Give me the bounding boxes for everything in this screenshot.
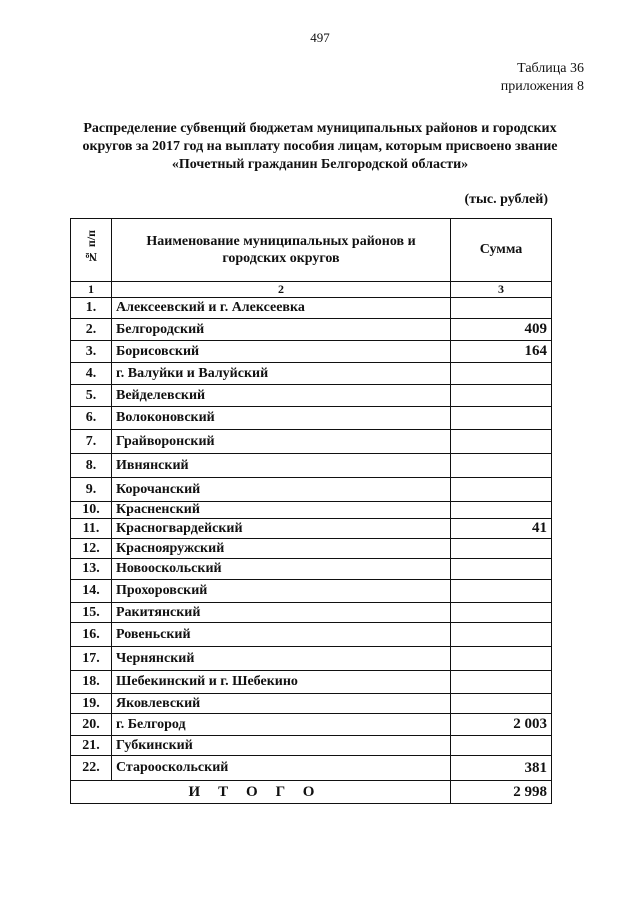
row-district-name: Краснояружский	[112, 539, 451, 559]
row-sum: 409	[451, 319, 552, 341]
page-number: 497	[310, 30, 330, 45]
table-row	[71, 647, 552, 671]
table-ref-line1: Таблица 36	[517, 61, 584, 76]
row-district-name: Старооскольский	[112, 756, 451, 781]
row-number: 1.	[71, 298, 112, 319]
row-sum	[451, 478, 552, 502]
row-number: 19.	[71, 694, 112, 714]
row-number: 15.	[71, 603, 112, 623]
total-label: ИТОГО	[71, 781, 451, 804]
row-sum: 381	[451, 756, 552, 781]
total-sum: 2 998	[451, 781, 552, 804]
row-district-name: Вейделевский	[112, 385, 451, 407]
row-number: 18.	[71, 671, 112, 694]
table-ref-line2: приложения 8	[500, 79, 584, 94]
table-row	[71, 478, 552, 502]
row-sum	[451, 694, 552, 714]
row-sum	[451, 539, 552, 559]
table-row	[71, 623, 552, 647]
row-number: 5.	[71, 385, 112, 407]
table-row	[71, 559, 552, 580]
row-sum	[451, 603, 552, 623]
row-district-name: Алексеевский и г. Алексеевка	[112, 298, 451, 319]
table-body	[71, 298, 552, 781]
row-sum	[451, 407, 552, 430]
row-sum	[451, 623, 552, 647]
row-number: 3.	[71, 341, 112, 363]
row-district-name: Красногвардейский	[112, 519, 451, 539]
row-district-name: Волоконовский	[112, 407, 451, 430]
row-number: 11.	[71, 519, 112, 539]
row-number: 17.	[71, 647, 112, 671]
table-header-row	[71, 219, 552, 282]
row-sum: 41	[451, 519, 552, 539]
table-row	[71, 502, 552, 519]
header-number-label: № п/п	[83, 230, 98, 265]
row-district-name: Шебекинский и г. Шебекино	[112, 671, 451, 694]
table-row	[71, 694, 552, 714]
row-district-name: Губкинский	[112, 736, 451, 756]
row-district-name: Новооскольский	[112, 559, 451, 580]
table-row	[71, 341, 552, 363]
row-district-name: Грайворонский	[112, 430, 451, 454]
row-sum: 164	[451, 341, 552, 363]
table-row	[71, 580, 552, 603]
subvention-table	[70, 218, 552, 804]
row-sum	[451, 671, 552, 694]
row-sum: 2 003	[451, 714, 552, 736]
table-row	[71, 454, 552, 478]
row-number: 2.	[71, 319, 112, 341]
table-row	[71, 603, 552, 623]
column-index: 3	[451, 282, 552, 298]
table-row	[71, 430, 552, 454]
row-number: 8.	[71, 454, 112, 478]
table-row	[71, 385, 552, 407]
table-row	[71, 298, 552, 319]
row-district-name: Красненский	[112, 502, 451, 519]
total-row	[71, 781, 552, 804]
table-row	[71, 519, 552, 539]
row-number: 20.	[71, 714, 112, 736]
row-district-name: Корочанский	[112, 478, 451, 502]
row-sum	[451, 363, 552, 385]
column-index: 1	[71, 282, 112, 298]
row-number: 22.	[71, 756, 112, 781]
row-sum	[451, 454, 552, 478]
row-sum	[451, 559, 552, 580]
column-index-row	[71, 282, 552, 298]
header-sum: Сумма	[451, 219, 552, 282]
table-row	[71, 539, 552, 559]
row-district-name: г. Валуйки и Валуйский	[112, 363, 451, 385]
header-number	[71, 219, 112, 282]
table-row	[71, 714, 552, 736]
table-row	[71, 671, 552, 694]
row-number: 4.	[71, 363, 112, 385]
row-number: 7.	[71, 430, 112, 454]
table-row	[71, 756, 552, 781]
row-sum	[451, 298, 552, 319]
document-title: Распределение субвенций бюджетам муниципальных районов и городских округов за 2017 год на выплату пособия лицам, которым присвоено звание «Почетный гражданин Белгородской области»	[82, 121, 558, 172]
row-number: 10.	[71, 502, 112, 519]
table-row	[71, 736, 552, 756]
row-number: 21.	[71, 736, 112, 756]
table-row	[71, 407, 552, 430]
row-number: 12.	[71, 539, 112, 559]
row-district-name: Яковлевский	[112, 694, 451, 714]
units-label: (тыс. рублей)	[464, 192, 548, 207]
row-district-name: Белгородский	[112, 319, 451, 341]
row-sum	[451, 385, 552, 407]
table-row	[71, 319, 552, 341]
table-reference	[501, 60, 584, 96]
header-name: Наименование муниципальных районов и городских округов	[112, 219, 451, 282]
column-index: 2	[112, 282, 451, 298]
row-district-name: Чернянский	[112, 647, 451, 671]
row-sum	[451, 502, 552, 519]
row-number: 14.	[71, 580, 112, 603]
row-number: 9.	[71, 478, 112, 502]
row-sum	[451, 580, 552, 603]
table-row	[71, 363, 552, 385]
row-sum	[451, 430, 552, 454]
row-number: 13.	[71, 559, 112, 580]
row-district-name: Ровеньский	[112, 623, 451, 647]
row-sum	[451, 736, 552, 756]
row-district-name: Ракитянский	[112, 603, 451, 623]
row-district-name: Прохоровский	[112, 580, 451, 603]
row-sum	[451, 647, 552, 671]
row-district-name: Ивнянский	[112, 454, 451, 478]
row-number: 16.	[71, 623, 112, 647]
row-district-name: Борисовский	[112, 341, 451, 363]
row-number: 6.	[71, 407, 112, 430]
row-district-name: г. Белгород	[112, 714, 451, 736]
